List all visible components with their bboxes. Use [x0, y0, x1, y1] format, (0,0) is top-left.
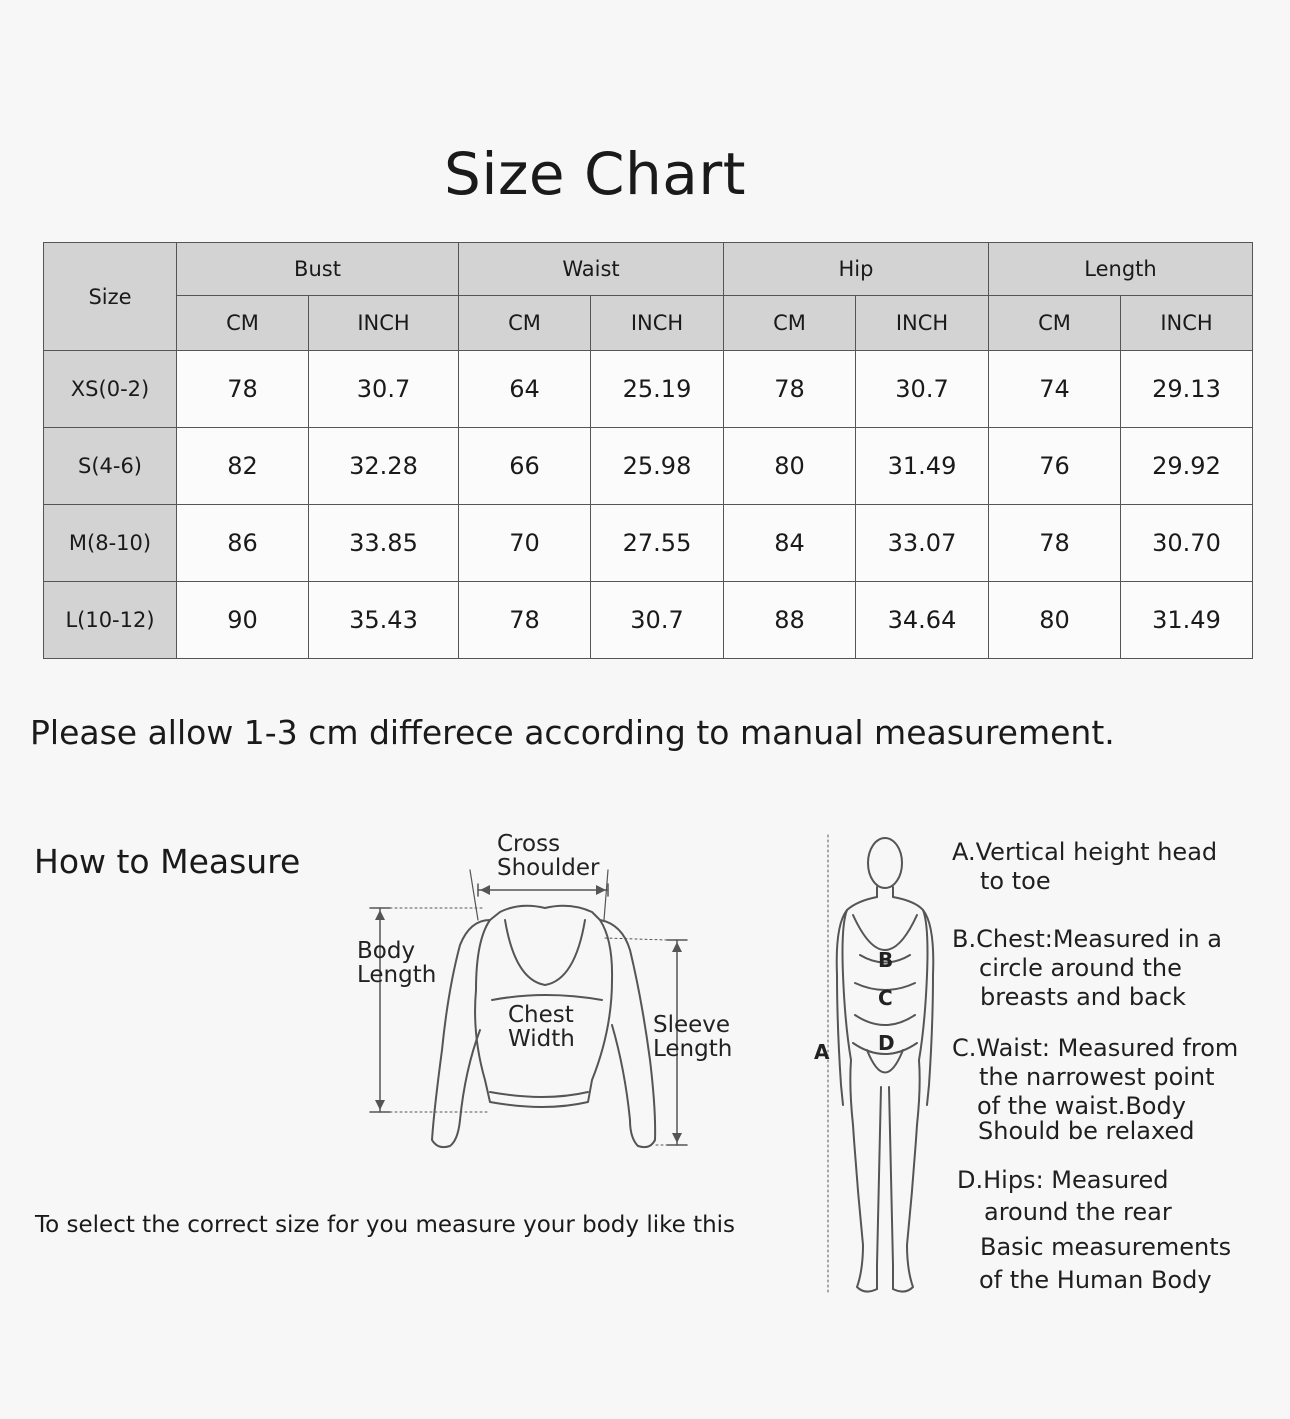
table-cell: 64 [459, 351, 591, 428]
unit-header: INCH [856, 296, 989, 351]
table-cell: 27.55 [591, 505, 724, 582]
table-cell: 78 [724, 351, 856, 428]
group-header-length: Length [989, 243, 1253, 296]
table-cell: 25.98 [591, 428, 724, 505]
instruction-c: C.Waist: Measured from the narrowest point of the waist.Body Should be relaxed [952, 1034, 1239, 1145]
table-cell: 90 [177, 582, 309, 659]
unit-header: CM [989, 296, 1121, 351]
table-row [44, 505, 1253, 582]
unit-header: CM [459, 296, 591, 351]
group-header-hip: Hip [724, 243, 989, 296]
page-title: Size Chart [444, 140, 746, 208]
table-row [44, 351, 1253, 428]
table-cell: 66 [459, 428, 591, 505]
table-cell: 29.92 [1121, 428, 1253, 505]
size-cell: M(8-10) [44, 505, 177, 582]
body-label-a: A [814, 1040, 830, 1064]
table-cell: 33.85 [309, 505, 459, 582]
unit-header: INCH [591, 296, 724, 351]
instruction-b: B.Chest:Measured in a circle around the breasts and back [952, 925, 1222, 1011]
table-cell: 31.49 [856, 428, 989, 505]
group-header-waist: Waist [459, 243, 724, 296]
table-cell: 31.49 [1121, 582, 1253, 659]
table-row [44, 428, 1253, 505]
body-label-d: D [878, 1031, 895, 1055]
measurement-note: Please allow 1-3 cm differece according to manual measurement. [30, 713, 1115, 752]
table-cell: 25.19 [591, 351, 724, 428]
size-column-header: Size [44, 243, 177, 351]
table-cell: 30.7 [591, 582, 724, 659]
how-to-measure-heading: How to Measure [34, 842, 301, 881]
unit-header: INCH [309, 296, 459, 351]
table-cell: 76 [989, 428, 1121, 505]
table-cell: 78 [459, 582, 591, 659]
instruction-d: D.Hips: Measured around the rear Basic measurements of the Human Body [957, 1166, 1232, 1294]
unit-header: INCH [1121, 296, 1253, 351]
table-cell: 78 [177, 351, 309, 428]
table-cell: 82 [177, 428, 309, 505]
unit-header: CM [177, 296, 309, 351]
unit-header: CM [724, 296, 856, 351]
table-cell: 70 [459, 505, 591, 582]
size-cell: S(4-6) [44, 428, 177, 505]
body-label-c: C [878, 986, 893, 1010]
table-cell: 80 [989, 582, 1121, 659]
table-cell: 30.70 [1121, 505, 1253, 582]
table-cell: 30.7 [856, 351, 989, 428]
table-cell: 84 [724, 505, 856, 582]
body-label-b: B [878, 948, 894, 972]
table-cell: 80 [724, 428, 856, 505]
size-chart-table [43, 242, 1253, 659]
instruction-a: A.Vertical height head to toe [952, 838, 1218, 895]
label-chest-width: Chest Width [508, 1002, 575, 1052]
table-cell: 88 [724, 582, 856, 659]
table-cell: 86 [177, 505, 309, 582]
table-cell: 30.7 [309, 351, 459, 428]
table-cell: 78 [989, 505, 1121, 582]
size-cell: XS(0-2) [44, 351, 177, 428]
table-cell: 29.13 [1121, 351, 1253, 428]
table-row [44, 582, 1253, 659]
table-cell: 74 [989, 351, 1121, 428]
label-body-length: Body Length [357, 938, 437, 988]
group-header-bust: Bust [177, 243, 459, 296]
select-size-instruction: To select the correct size for you measure your body like this [35, 1212, 736, 1238]
table-cell: 32.28 [309, 428, 459, 505]
table-cell: 33.07 [856, 505, 989, 582]
body-diagram [805, 825, 945, 1305]
table-cell: 34.64 [856, 582, 989, 659]
table-cell: 35.43 [309, 582, 459, 659]
label-cross-shoulder: Cross Shoulder [497, 831, 600, 881]
size-cell: L(10-12) [44, 582, 177, 659]
label-sleeve-length: Sleeve Length [653, 1012, 733, 1062]
